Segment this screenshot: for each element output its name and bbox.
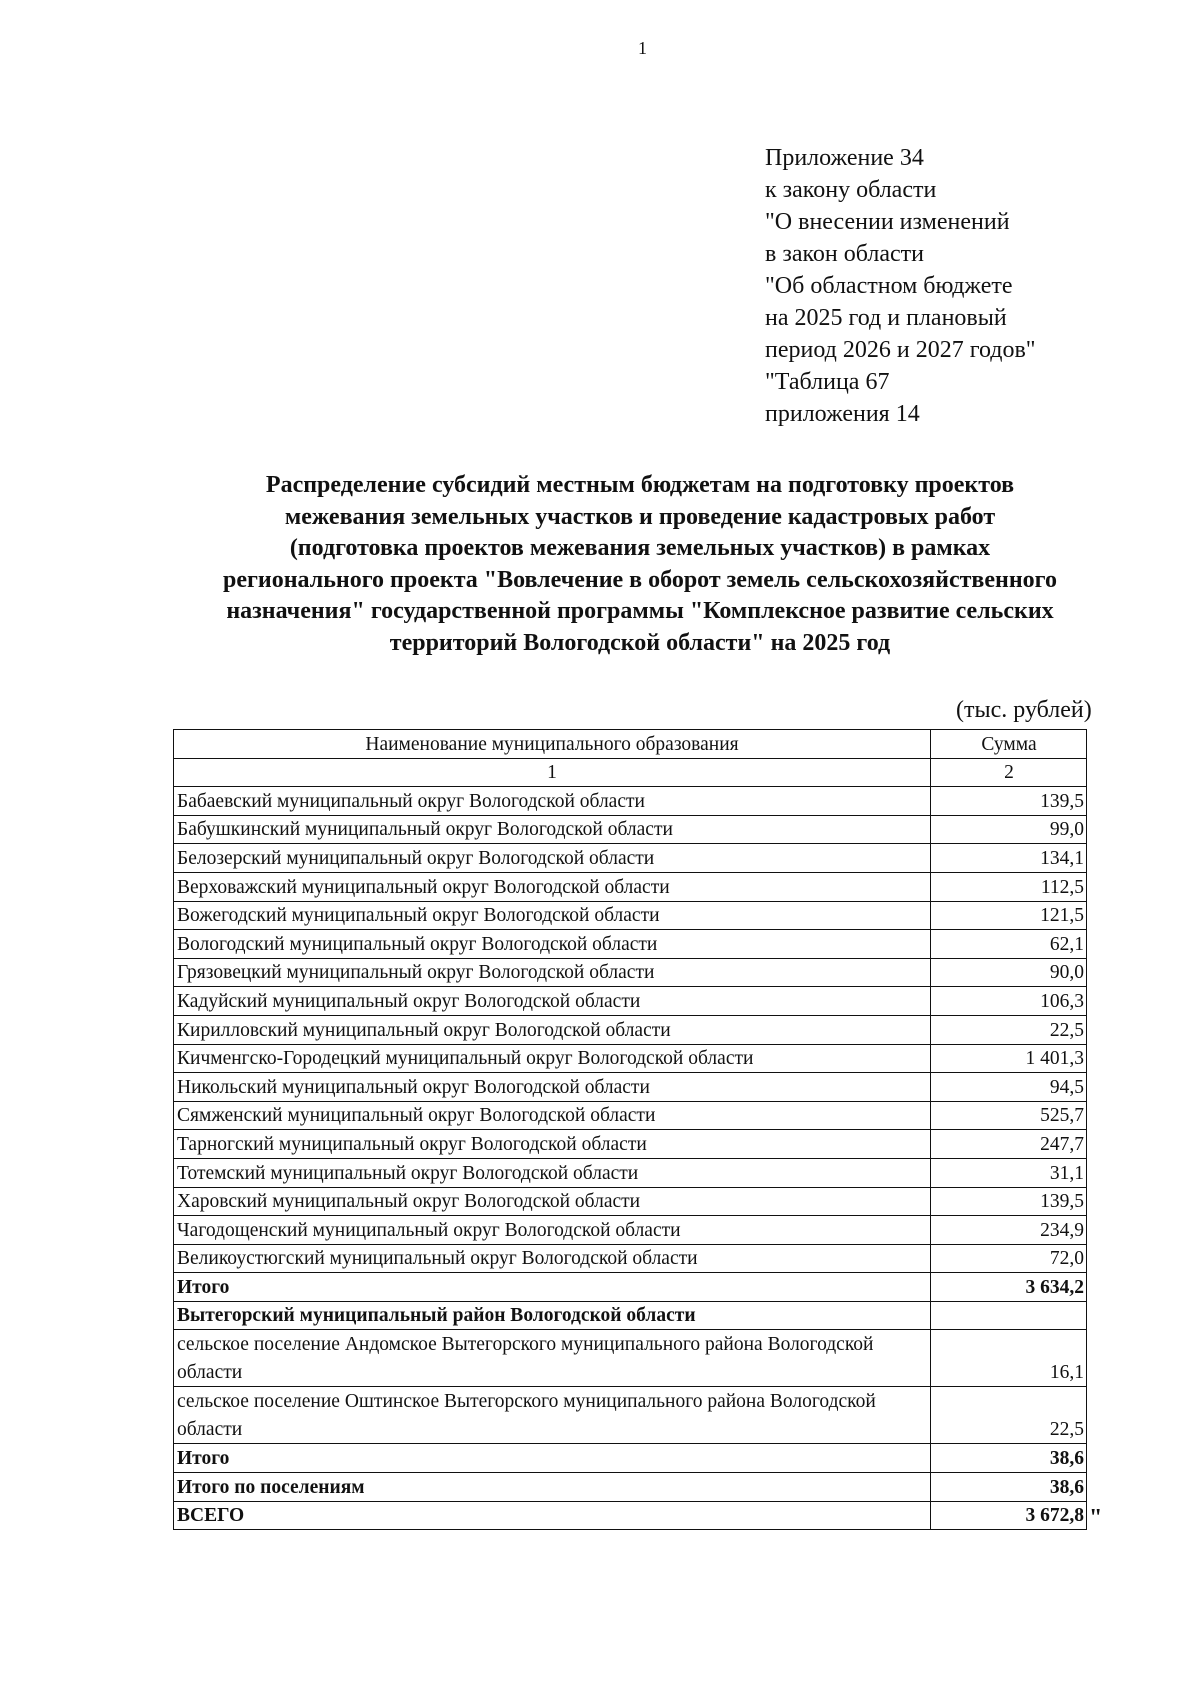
row-sum: 90,0	[931, 958, 1087, 987]
row-name: Тотемский муниципальный округ Вологодской области	[174, 1158, 931, 1187]
appendix-line: "Об областном бюджете	[765, 273, 1013, 299]
row-sum: 106,3	[931, 987, 1087, 1016]
row-name: Великоустюгский муниципальный округ Вологодской области	[174, 1244, 931, 1273]
appendix-line: Приложение 34	[765, 145, 924, 171]
table-row	[174, 872, 1087, 901]
column-number-sum: 2	[931, 758, 1087, 787]
settlement-name: сельское поселение Оштинское Вытегорского муниципального района Вологодской области	[174, 1387, 931, 1444]
table-row	[174, 844, 1087, 873]
table-row	[174, 787, 1087, 816]
settlement-name: сельское поселение Андомское Вытегорского муниципального района Вологодской области	[174, 1330, 931, 1387]
row-sum: 112,5	[931, 872, 1087, 901]
row-name: Сямженский муниципальный округ Вологодской области	[174, 1101, 931, 1130]
row-name: Кичменгско-Городецкий муниципальный округ Вологодской области	[174, 1044, 931, 1073]
row-name: Бабушкинский муниципальный округ Вологодской области	[174, 815, 931, 844]
title-line: (подготовка проектов межевания земельных участков) в рамках	[289, 535, 991, 561]
subtotal-sum: 38,6	[931, 1473, 1087, 1502]
row-sum: 99,0	[931, 815, 1087, 844]
column-number-row	[174, 758, 1087, 787]
settlement-sum: 22,5	[931, 1387, 1087, 1444]
table-row	[174, 1158, 1087, 1187]
row-sum: 1 401,3	[931, 1044, 1087, 1073]
row-name: Харовский муниципальный округ Вологодской области	[174, 1187, 931, 1216]
subtotal-district-row	[174, 1444, 1087, 1473]
column-header-sum: Сумма	[931, 730, 1087, 759]
table-row	[174, 1130, 1087, 1159]
grand-total-row	[174, 1501, 1087, 1530]
subtotal-label: Итого	[174, 1444, 931, 1473]
row-name: Тарногский муниципальный округ Вологодской области	[174, 1130, 931, 1159]
table-row	[174, 815, 1087, 844]
table-row	[174, 901, 1087, 930]
row-name: Вожегодский муниципальный округ Вологодской области	[174, 901, 931, 930]
title-line: территорий Вологодской области" на 2025 год	[389, 629, 891, 656]
subtotal-sum: 38,6	[931, 1444, 1087, 1473]
table-row	[174, 1015, 1087, 1044]
appendix-line: период 2026 и 2027 годов"	[765, 337, 1036, 363]
appendix-line: в закон области	[765, 241, 924, 267]
title-line: назначения" государственной программы "Комплексное развитие сельских	[226, 598, 1054, 624]
table-row	[174, 1101, 1087, 1130]
table-row	[174, 930, 1087, 959]
document-title	[150, 470, 1130, 659]
settlement-row	[174, 1387, 1087, 1444]
row-sum: 247,7	[931, 1130, 1087, 1159]
column-header-name: Наименование муниципального образования	[174, 730, 931, 759]
grand-total-label: ВСЕГО	[174, 1501, 931, 1530]
district-sum-empty	[931, 1301, 1087, 1330]
row-sum: 62,1	[931, 930, 1087, 959]
table-row	[174, 1073, 1087, 1102]
row-sum: 31,1	[931, 1158, 1087, 1187]
subtotal-label: Итого по поселениям	[174, 1473, 931, 1502]
subtotal-label: Итого	[174, 1273, 931, 1302]
row-name: Вологодский муниципальный округ Вологодской области	[174, 930, 931, 959]
row-sum: 134,1	[931, 844, 1087, 873]
table-row	[174, 1216, 1087, 1245]
subtotal-sum: 3 634,2	[931, 1273, 1087, 1302]
subtotal-okrugs-row	[174, 1273, 1087, 1302]
title-line: Распределение субсидий местным бюджетам на подготовку проектов	[265, 472, 1015, 498]
row-name: Кирилловский муниципальный округ Вологодской области	[174, 1015, 931, 1044]
row-name: Грязовецкий муниципальный округ Вологодской области	[174, 958, 931, 987]
units-label: (тыс. рублей)	[956, 697, 1092, 723]
subsidy-table	[173, 729, 1087, 1530]
table-header-row	[174, 730, 1087, 759]
appendix-reference	[765, 142, 1036, 430]
row-sum: 121,5	[931, 901, 1087, 930]
row-sum: 94,5	[931, 1073, 1087, 1102]
column-number-name: 1	[174, 758, 931, 787]
row-name: Верховажский муниципальный округ Вологодской области	[174, 872, 931, 901]
settlement-row	[174, 1330, 1087, 1387]
table-row	[174, 1244, 1087, 1273]
appendix-line: "О внесении изменений	[765, 209, 1010, 235]
row-sum: 72,0	[931, 1244, 1087, 1273]
district-header-row	[174, 1301, 1087, 1330]
appendix-line: приложения 14	[765, 401, 920, 427]
row-name: Бабаевский муниципальный округ Вологодской области	[174, 787, 931, 816]
row-name: Кадуйский муниципальный округ Вологодской области	[174, 987, 931, 1016]
settlement-sum: 16,1	[931, 1330, 1087, 1387]
district-name: Вытегорский муниципальный район Вологодской области	[174, 1301, 931, 1330]
table-row	[174, 1044, 1087, 1073]
row-name: Белозерский муниципальный округ Вологодской области	[174, 844, 931, 873]
table-row	[174, 958, 1087, 987]
row-sum: 22,5	[931, 1015, 1087, 1044]
row-sum: 139,5	[931, 1187, 1087, 1216]
appendix-line: "Таблица 67	[765, 369, 890, 395]
row-name: Никольский муниципальный округ Вологодской области	[174, 1073, 931, 1102]
row-name: Чагодощенский муниципальный округ Вологодской области	[174, 1216, 931, 1245]
subtotal-settlements-row	[174, 1473, 1087, 1502]
table-row	[174, 1187, 1087, 1216]
closing-quote: "	[1089, 1505, 1103, 1531]
appendix-line: к закону области	[765, 177, 937, 203]
title-line: регионального проекта "Вовлечение в оборот земель сельскохозяйственного	[223, 566, 1057, 593]
table-row	[174, 987, 1087, 1016]
appendix-line: на 2025 год и плановый	[765, 305, 1007, 331]
row-sum: 525,7	[931, 1101, 1087, 1130]
page-number: 1	[638, 38, 647, 58]
row-sum: 139,5	[931, 787, 1087, 816]
row-sum: 234,9	[931, 1216, 1087, 1245]
title-line: межевания земельных участков и проведение кадастровых работ	[284, 503, 996, 530]
grand-total-sum: 3 672,8	[931, 1501, 1087, 1530]
